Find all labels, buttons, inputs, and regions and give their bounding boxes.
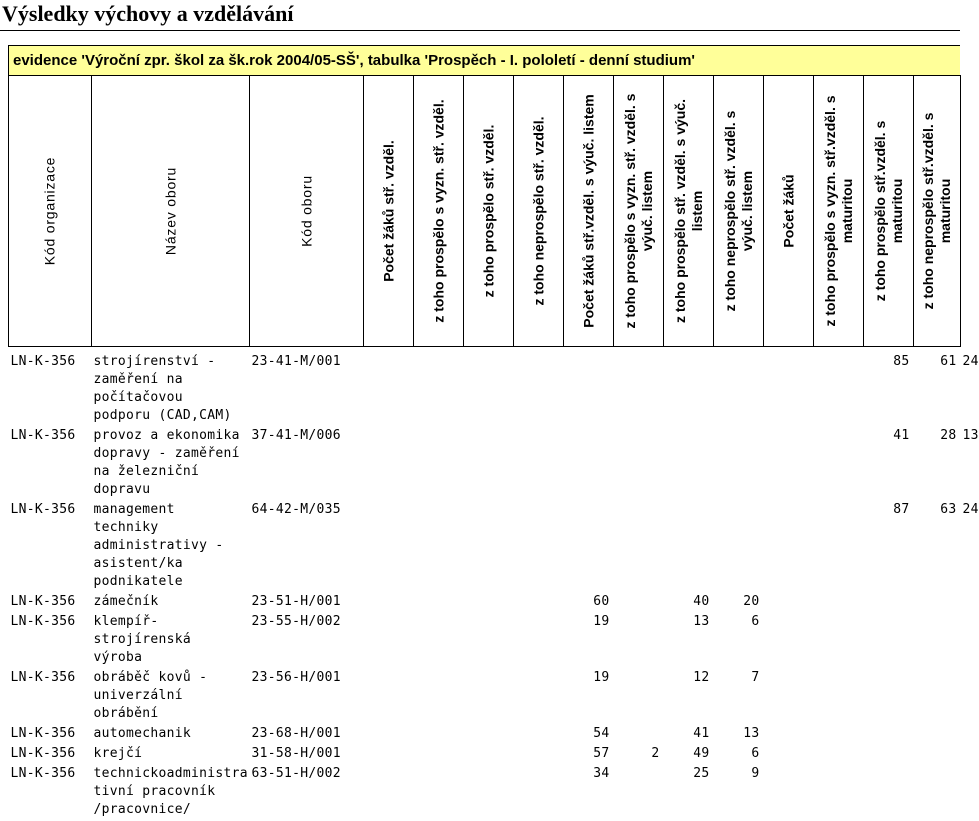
value-cell: 9: [714, 765, 764, 821]
value-cell: [664, 347, 714, 428]
field-code-cell: 23-56-H/001: [250, 669, 364, 725]
value-cell: [914, 669, 961, 725]
value-cell: 6: [714, 745, 764, 765]
column-header-label: Počet žáků: [780, 174, 797, 247]
value-cell: [614, 669, 664, 725]
value-cell: [364, 613, 414, 669]
value-cell: [514, 745, 564, 765]
value-cell: [614, 427, 664, 501]
column-header-label: z toho prospělo stř. vzděl.: [480, 125, 497, 298]
value-cell: [864, 593, 914, 613]
value-cell: [614, 347, 664, 428]
value-cell: 25: [664, 765, 714, 821]
value-cell: 63: [914, 501, 961, 593]
value-cell: [764, 725, 814, 745]
field-code-cell: 23-41-M/001: [250, 347, 364, 428]
field-name-cell: technickoadministra tivní pracovník /pracovnice/: [92, 765, 250, 821]
value-cell: [614, 725, 664, 745]
org-code-cell: LN-K-356: [9, 501, 92, 593]
evidence-subtitle: evidence 'Výroční zpr. škol za šk.rok 2004/05-SŠ', tabulka 'Prospěch - I. pololetí - denní studium': [8, 45, 960, 75]
value-cell: [614, 593, 664, 613]
field-code-cell: 31-58-H/001: [250, 745, 364, 765]
value-cell: [814, 593, 864, 613]
column-header-label: Název oboru: [162, 167, 179, 255]
value-cell: 41: [864, 427, 914, 501]
value-cell: [814, 669, 864, 725]
column-header-label: z toho prospělo stř. vzděl. s výuč. listem: [672, 91, 706, 331]
field-code-cell: 64-42-M/035: [250, 501, 364, 593]
org-code-cell: LN-K-356: [9, 765, 92, 821]
column-header-1: [9, 76, 92, 347]
field-name-cell: zámečník: [92, 593, 250, 613]
org-code-cell: LN-K-356: [9, 347, 92, 428]
value-cell: [914, 725, 961, 745]
value-cell: [814, 613, 864, 669]
value-cell: [764, 765, 814, 821]
value-cell: [564, 501, 614, 593]
value-cell: [414, 613, 464, 669]
org-code-cell: LN-K-356: [9, 593, 92, 613]
value-cell: [464, 725, 514, 745]
value-cell: [614, 765, 664, 821]
value-cell: 28: [914, 427, 961, 501]
column-header-6: [464, 76, 514, 347]
field-code-cell: 23-55-H/002: [250, 613, 364, 669]
value-cell: [564, 427, 614, 501]
column-header-13: [814, 76, 864, 347]
table-row: [9, 725, 961, 745]
org-code-cell: LN-K-356: [9, 725, 92, 745]
field-name-cell: automechanik: [92, 725, 250, 745]
value-cell: 7: [714, 669, 764, 725]
column-header-12: [764, 76, 814, 347]
value-cell: [764, 347, 814, 428]
value-cell: [514, 501, 564, 593]
value-cell: [414, 765, 464, 821]
field-name-cell: provoz a ekonomika dopravy - zaměření na železniční dopravu: [92, 427, 250, 501]
value-cell: 49: [664, 745, 714, 765]
value-cell: [714, 347, 764, 428]
column-header-5: [414, 76, 464, 347]
value-cell: [464, 613, 514, 669]
value-cell: [514, 669, 564, 725]
value-cell: [864, 669, 914, 725]
org-code-cell: LN-K-356: [9, 427, 92, 501]
column-header-2: [92, 76, 250, 347]
title-divider: [0, 30, 960, 31]
value-cell: [764, 613, 814, 669]
value-cell: [364, 765, 414, 821]
value-cell: [814, 725, 864, 745]
value-cell: [864, 765, 914, 821]
column-header-label: z toho prospělo stř.vzděl. s maturitou: [872, 91, 906, 331]
field-name-cell: klempíř-strojírenská výroba: [92, 613, 250, 669]
value-cell: [914, 765, 961, 821]
value-cell: [614, 501, 664, 593]
value-cell: [514, 427, 564, 501]
value-cell: [764, 501, 814, 593]
column-header-label: z toho neprospělo stř.vzděl. s maturitou: [920, 91, 954, 331]
table-row: [9, 745, 961, 765]
value-cell: [764, 745, 814, 765]
value-cell: 6: [714, 613, 764, 669]
value-cell: 12: [664, 669, 714, 725]
table-header-row: [9, 76, 961, 347]
value-cell: [364, 725, 414, 745]
value-cell: 19: [564, 613, 614, 669]
value-cell: [364, 427, 414, 501]
value-cell: 41: [664, 725, 714, 745]
column-header-7: [514, 76, 564, 347]
value-cell: [414, 669, 464, 725]
value-cell: [364, 501, 414, 593]
column-header-3: [250, 76, 364, 347]
column-header-label: z toho neprospělo stř. vzděl.: [530, 116, 547, 305]
value-cell: [564, 347, 614, 428]
value-cell: [814, 347, 864, 428]
value-cell: [814, 427, 864, 501]
value-cell: [664, 427, 714, 501]
value-cell: 60: [564, 593, 614, 613]
table-row: [9, 669, 961, 725]
column-header-label: Kód oboru: [298, 175, 315, 247]
column-header-label: z toho prospělo s vyzn. stř.vzděl. s maturitou: [822, 91, 856, 331]
org-code-cell: LN-K-356: [9, 745, 92, 765]
value-cell: [614, 613, 664, 669]
value-cell: 2: [614, 745, 664, 765]
value-cell: [414, 501, 464, 593]
value-cell: [464, 765, 514, 821]
column-header-label: z toho neprospělo stř. vzděl. s výuč. listem: [722, 91, 756, 331]
value-cell: [414, 725, 464, 745]
value-cell: 19: [564, 669, 614, 725]
value-cell: 40: [664, 593, 714, 613]
value-cell: [764, 593, 814, 613]
column-header-label: Počet žáků stř. vzděl.: [380, 140, 397, 282]
value-cell: [464, 347, 514, 428]
table-row: [9, 593, 961, 613]
value-cell: 85: [864, 347, 914, 428]
field-name-cell: management techniky administrativy - asistent/ka podnikatele: [92, 501, 250, 593]
value-cell: 87: [864, 501, 914, 593]
value-cell: [514, 613, 564, 669]
value-cell: [464, 427, 514, 501]
value-cell: [914, 745, 961, 765]
field-code-cell: 23-51-H/001: [250, 593, 364, 613]
value-cell: [814, 745, 864, 765]
table-row: LN-K-356 strojírenství - zaměření na počítačovou podporu (CAD,CAM) 23-41-M/001 85 61 24: [9, 347, 961, 428]
value-cell: [514, 347, 564, 428]
value-cell: [364, 669, 414, 725]
value-cell: [864, 613, 914, 669]
value-cell: [464, 669, 514, 725]
value-cell: 61: [914, 347, 961, 428]
table-row: [9, 765, 961, 821]
column-header-label: Počet žáků stř.vzděl. s výuč. listem: [580, 94, 597, 327]
page-title: Výsledky výchovy a vzdělávání: [2, 0, 294, 28]
org-code-cell: LN-K-356: [9, 669, 92, 725]
value-cell: [364, 593, 414, 613]
column-header-9: [614, 76, 664, 347]
table-body: [9, 347, 961, 821]
org-code-cell: LN-K-356: [9, 613, 92, 669]
column-header-8: [564, 76, 614, 347]
column-header-10: [664, 76, 714, 347]
value-cell: [414, 427, 464, 501]
table-row: LN-K-356 management techniky administrativy - asistent/ka podnikatele 64-42-M/035 87 63 24: [9, 501, 961, 593]
value-cell: [864, 725, 914, 745]
value-cell: [864, 745, 914, 765]
value-cell: 57: [564, 745, 614, 765]
value-cell: [464, 593, 514, 613]
value-cell: [514, 593, 564, 613]
value-cell: 13: [664, 613, 714, 669]
value-cell: [814, 765, 864, 821]
value-cell: [764, 427, 814, 501]
column-header-11: [714, 76, 764, 347]
value-cell: [464, 745, 514, 765]
value-cell: [914, 593, 961, 613]
column-header-4: [364, 76, 414, 347]
column-header-label: z toho prospělo s vyzn. stř. vzděl. s výuč. listem: [622, 91, 656, 331]
value-cell: [714, 427, 764, 501]
value-cell: [664, 501, 714, 593]
column-header-label: Kód organizace: [42, 157, 59, 266]
value-cell: [514, 725, 564, 745]
value-cell: [514, 765, 564, 821]
results-table: [8, 75, 961, 821]
value-cell: [714, 501, 764, 593]
column-header-label: z toho prospělo s vyzn. stř. vzděl.: [430, 91, 447, 331]
value-cell: [414, 593, 464, 613]
field-code-cell: 63-51-H/002: [250, 765, 364, 821]
field-name-cell: strojírenství - zaměření na počítačovou podporu (CAD,CAM): [92, 347, 250, 428]
value-cell: 13: [714, 725, 764, 745]
column-header-14: [864, 76, 914, 347]
value-cell: [414, 745, 464, 765]
value-cell: 20: [714, 593, 764, 613]
field-name-cell: obráběč kovů - univerzální obrábění: [92, 669, 250, 725]
value-cell: [414, 347, 464, 428]
value-cell: [364, 347, 414, 428]
value-cell: [914, 613, 961, 669]
value-cell: 34: [564, 765, 614, 821]
value-cell: [464, 501, 514, 593]
field-name-cell: krejčí: [92, 745, 250, 765]
column-header-15: [914, 76, 961, 347]
table-row: [9, 613, 961, 669]
field-code-cell: 23-68-H/001: [250, 725, 364, 745]
value-cell: 54: [564, 725, 614, 745]
value-cell: [364, 745, 414, 765]
value-cell: [764, 669, 814, 725]
table-row: LN-K-356 provoz a ekonomika dopravy - zaměření na železniční dopravu 37-41-M/006 41 28 13: [9, 427, 961, 501]
field-code-cell: 37-41-M/006: [250, 427, 364, 501]
value-cell: [814, 501, 864, 593]
